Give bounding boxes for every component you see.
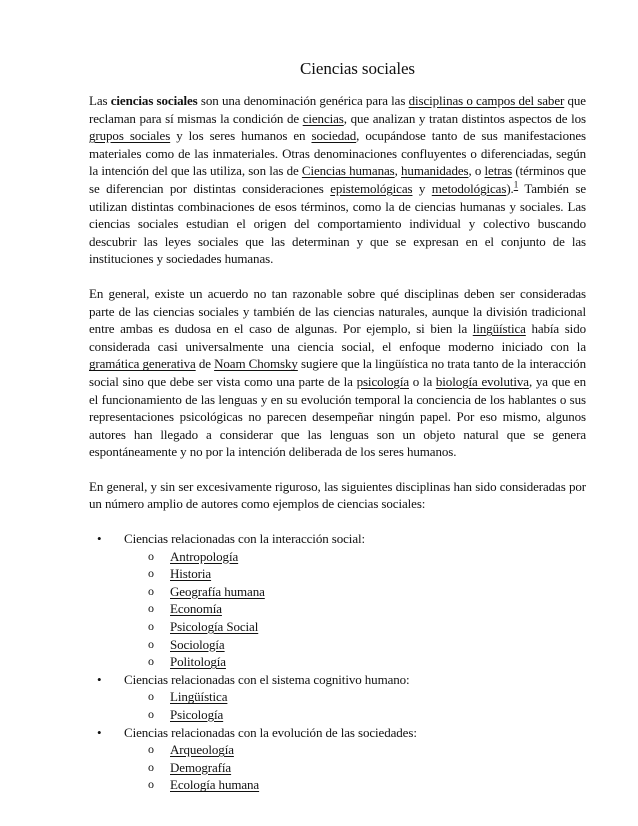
link-humanidades[interactable]: humanidades — [401, 163, 469, 179]
bold-term: ciencias sociales — [110, 93, 198, 108]
list-item — [148, 565, 586, 583]
link-politologia[interactable]: Politología — [170, 654, 226, 670]
circle-bullet-icon: o — [148, 619, 154, 634]
list-group-cognitivo — [97, 671, 586, 724]
list-item — [148, 759, 586, 777]
list-item — [148, 653, 586, 671]
list-item — [148, 776, 586, 794]
disciplines-list — [89, 530, 586, 794]
text-run: , ocupándose tanto de sus manifestaciones materiales como de las inmateriales. Otras denominaciones confluyentes o diferenciadas, según la intención del que las utiliza, son las de — [89, 128, 586, 179]
circle-bullet-icon: o — [148, 777, 154, 792]
sublist — [124, 548, 586, 671]
text-run: ). — [506, 180, 514, 196]
list-item — [148, 636, 586, 654]
link-biologia-evolutiva[interactable]: biología evolutiva — [435, 373, 529, 389]
text-run: , — [394, 163, 402, 179]
circle-bullet-icon: o — [148, 689, 154, 704]
circle-bullet-icon: o — [148, 759, 154, 774]
link-sociedad[interactable]: sociedad — [311, 128, 357, 144]
circle-bullet-icon: o — [148, 636, 154, 651]
link-linguistica-item[interactable]: Lingüística — [170, 689, 228, 705]
list-item — [148, 583, 586, 601]
footnote-link[interactable]: 1 — [513, 179, 519, 190]
circle-bullet-icon: o — [148, 654, 154, 669]
link-gramatica-generativa[interactable]: gramática generativa — [89, 356, 196, 372]
text-run: , ya que en el funcionamiento de las lenguas y en su evolución temporal la conciencia de los hablantes o sus representaciones psicológicas no parecen desempeñar ningún papel. Por eso mismo, algunos autores han llegado a considerar que las lenguas son un objeto natural que se genera espontáneamente y no por la intención deliberada de los seres humanos. — [89, 373, 586, 460]
list-group-interaccion — [97, 530, 586, 671]
link-economia[interactable]: Economía — [170, 601, 222, 617]
circle-bullet-icon: o — [148, 707, 154, 721]
list-item — [148, 618, 586, 636]
text-run: (términos que se diferencian por distintas consideraciones — [89, 163, 586, 196]
list-item — [148, 706, 586, 724]
link-antropologia[interactable]: Antropología — [170, 548, 239, 564]
link-linguistica[interactable]: lingüística — [472, 321, 526, 337]
text-run: , que analizan y tratan distintos aspectos de los — [343, 110, 586, 126]
link-demografia[interactable]: Demografía — [170, 759, 232, 775]
paragraph-intro — [89, 92, 586, 268]
list-item — [148, 600, 586, 618]
bullet-icon: • — [97, 531, 102, 547]
text-run: había sido considerada casi universalmente una ciencia social, el enfoque moderno iniciado con la — [89, 321, 586, 354]
link-geografia-humana[interactable]: Geografía humana — [170, 583, 265, 599]
text-run: o la — [409, 373, 436, 389]
link-arqueologia[interactable]: Arqueología — [170, 742, 234, 758]
text-run: , o — [468, 163, 485, 179]
text-run: En general, existe un acuerdo no tan razonable sobre qué disciplinas deben ser consideradas parte de las ciencias sociales y también de las ciencias naturales, aunque la división tradicional entre ambas es dudosa en el caso de algunas. Por ejemplo, si bien la — [89, 285, 586, 337]
link-psicologia[interactable]: psicología — [356, 373, 410, 389]
circle-bullet-icon: o — [148, 583, 154, 598]
text-run: son una denominación genérica para las — [197, 93, 409, 108]
group-label: Ciencias relacionadas con el sistema cognitivo humano: — [124, 671, 410, 687]
link-ecologia-humana[interactable]: Ecología humana — [170, 777, 260, 793]
link-letras[interactable]: letras — [484, 163, 513, 179]
text-run: que reclaman para sí mismas la condición de — [89, 93, 586, 126]
link-psicologia-item[interactable]: Psicología — [170, 707, 224, 722]
group-label: Ciencias relacionadas con la interacción social: — [124, 531, 366, 547]
paragraph-debate — [89, 285, 586, 461]
circle-bullet-icon: o — [148, 601, 154, 616]
text-run: Las — [89, 93, 111, 108]
bullet-icon: • — [97, 724, 102, 740]
link-grupos-sociales[interactable]: grupos sociales — [89, 128, 171, 144]
list-item — [148, 548, 586, 566]
paragraph-list-intro: En general, y sin ser excesivamente riguroso, las siguientes disciplinas han sido consideradas por un número amplio de autores como ejemplos de ciencias sociales: — [89, 478, 586, 512]
link-epistemologicas[interactable]: epistemológicas — [330, 180, 413, 196]
sublist — [124, 741, 586, 794]
link-historia[interactable]: Historia — [170, 566, 212, 582]
circle-bullet-icon: o — [148, 566, 154, 581]
circle-bullet-icon: o — [148, 548, 154, 563]
link-noam-chomsky[interactable]: Noam Chomsky — [214, 356, 298, 372]
sublist — [124, 688, 586, 723]
link-ciencias-humanas[interactable]: Ciencias humanas — [301, 163, 395, 179]
page-title: Ciencias sociales — [300, 59, 415, 78]
text-run: sugiere que la lingüística no trata tanto de la interacción social sino que debe ser vista como una parte de la — [89, 356, 586, 389]
link-disciplinas[interactable]: disciplinas o campos del saber — [408, 93, 565, 108]
group-label: Ciencias relacionadas con la evolución de las sociedades: — [124, 724, 417, 740]
link-ciencias[interactable]: ciencias — [302, 110, 344, 126]
list-group-evolucion — [97, 724, 586, 794]
link-psicologia-social[interactable]: Psicología Social — [170, 619, 259, 635]
text-run: de — [195, 356, 215, 372]
link-sociologia[interactable]: Sociología — [170, 636, 225, 652]
list-item — [148, 688, 586, 706]
text-run: También se utilizan distintas combinaciones de esos términos, como la de ciencias humanas y sociales. Las ciencias sociales estudian el origen del comportamiento individual y colectivo buscando descubrir las leyes sociales que las determinan y que se expresan en el conjunto de las instituciones y sociedades humanas. — [89, 180, 586, 267]
link-metodologicas[interactable]: metodológicas — [431, 180, 507, 196]
text-run: y los seres humanos en — [170, 128, 312, 144]
list-item — [148, 741, 586, 759]
bullet-icon: • — [97, 671, 102, 687]
circle-bullet-icon: o — [148, 742, 154, 757]
text-run: y — [412, 180, 432, 196]
